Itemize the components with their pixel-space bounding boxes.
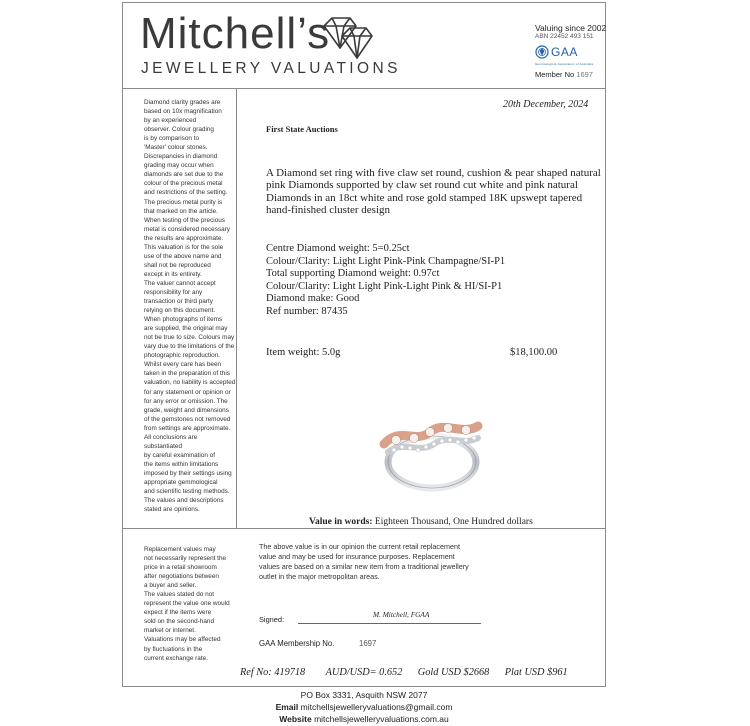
recipient-name: First State Auctions bbox=[266, 124, 338, 134]
email-value: mitchellsjewelleryvaluations@gmail.com bbox=[300, 702, 453, 712]
reference-line: Ref No: 419718 AUD/USD= 0.652 Gold USD $2668 Plat USD $961 bbox=[240, 667, 568, 678]
website-value: mitchellsjewelleryvaluations.com.au bbox=[314, 714, 449, 724]
footer-website bbox=[122, 714, 606, 724]
value-words-text: Eighteen Thousand, One Hundred dollars bbox=[374, 517, 533, 527]
value-in-words bbox=[309, 517, 533, 527]
footer-address: PO Box 3331, Asquith NSW 2077 bbox=[300, 690, 428, 700]
spec-centre-weight: Centre Diamond weight: 5=0.25ct bbox=[266, 243, 410, 254]
signature-name: M. Mitchell, FGAA bbox=[373, 610, 430, 619]
ring-photo bbox=[370, 400, 490, 500]
diamond-specs bbox=[266, 243, 505, 318]
spec-supporting-weight: Total supporting Diamond weight: 0.97ct bbox=[266, 268, 440, 279]
member-label: Member No bbox=[535, 70, 575, 79]
gaa-emblem-icon bbox=[535, 45, 549, 59]
spec-centre-colour: Colour/Clarity: Light Light Pink-Pink Champagne/SI-P1 bbox=[266, 255, 506, 267]
clarity-disclaimer: Diamond clarity grades are based on 10x magnification by an experienced observer. Colour grading is by comparison to 'Master' colour stones. Discrepancies in diamond grading may occur when diamonds are set due to the colour of the precious metal and restrictions of the setting. The precious metal purity is that marked on the article. When testing of the precious metal is considered necessary the results are approximate. This valuation is for the sole use of the above name and shall not be reproduced except in its entirety. The valuer cannot accept responsibility for any transaction or third party relying on this document. When photographs of items are supplied, the original may not be true to size. Colours may vary due to the limitations of the photographic reproduction. Whilst every care has been taken in the preparation of this valuation, no liability is accepted for any statement or opinion or for any error or omission. The grade, weight and dimensions of the gemstones not removed from settings are approximate. All conclusions are substantiated by careful examination of the items within limitations imposed by their settings using appropriate gemmological and scientific testing methods. The values and descriptions stated are opinions. bbox=[144, 99, 236, 514]
abn-number: ABN 22452 493 151 bbox=[535, 33, 594, 40]
valuing-since: Valuing since 2002 bbox=[535, 23, 607, 33]
diamond-logo-icon bbox=[320, 16, 376, 62]
gaa-logo-text: GAA bbox=[551, 45, 578, 59]
brand-subtitle: JEWELLERY VALUATIONS bbox=[141, 60, 401, 77]
email-label: Email bbox=[275, 702, 299, 712]
section-divider bbox=[122, 528, 606, 529]
valuation-date: 20th December, 2024 bbox=[503, 99, 589, 110]
column-divider bbox=[236, 89, 237, 528]
member-number bbox=[535, 70, 593, 79]
value-amount: $18,100.00 bbox=[510, 347, 558, 358]
gaa-membership-label: GAA Membership No. bbox=[259, 639, 335, 648]
gaa-logo bbox=[535, 45, 578, 59]
replacement-disclaimer: Replacement values may not necessarily represent the price in a retail showroom after negotiations between a buyer and seller. The values stated do not represent the value one would expect if the items were sold on the second-hand market or internet. Valuations may be affected by fluctuations in the current exchange rate. bbox=[144, 546, 230, 662]
signature-line bbox=[298, 623, 481, 624]
spec-supporting-colour: Colour/Clarity: Light Light Pink-Light Pink & HI/SI-P1 bbox=[266, 280, 503, 292]
spec-ref-number: Ref number: 87435 bbox=[266, 305, 348, 317]
item-description: A Diamond set ring with five claw set round, cushion & pear shaped natural pink Diamonds supported by claw set round cut white and pink natural Diamonds in an 18ct white and rose gold stamped 18K upswept tapered hand-finished cluster design bbox=[266, 167, 601, 217]
member-value: 1697 bbox=[576, 70, 593, 79]
replacement-statement: The above value is in our opinion the current retail replacement value and may be used for insurance purposes. Replacement values are based on a similar new item from a traditional jewellery outlet in the major metropolitan areas. bbox=[259, 542, 469, 582]
brand-name: Mitchell’s bbox=[140, 9, 331, 58]
footer-email bbox=[122, 702, 606, 712]
signed-label: Signed: bbox=[259, 615, 285, 624]
item-weight: Item weight: 5.0g bbox=[266, 347, 341, 358]
spec-diamond-make: Diamond make: Good bbox=[266, 293, 360, 304]
gaa-membership-number: 1697 bbox=[359, 639, 377, 648]
website-label: Website bbox=[279, 714, 312, 724]
gaa-tagline: Gemmologists Association of Australia bbox=[535, 62, 594, 66]
header-divider bbox=[122, 88, 606, 89]
value-words-label: Value in words: bbox=[309, 517, 373, 527]
